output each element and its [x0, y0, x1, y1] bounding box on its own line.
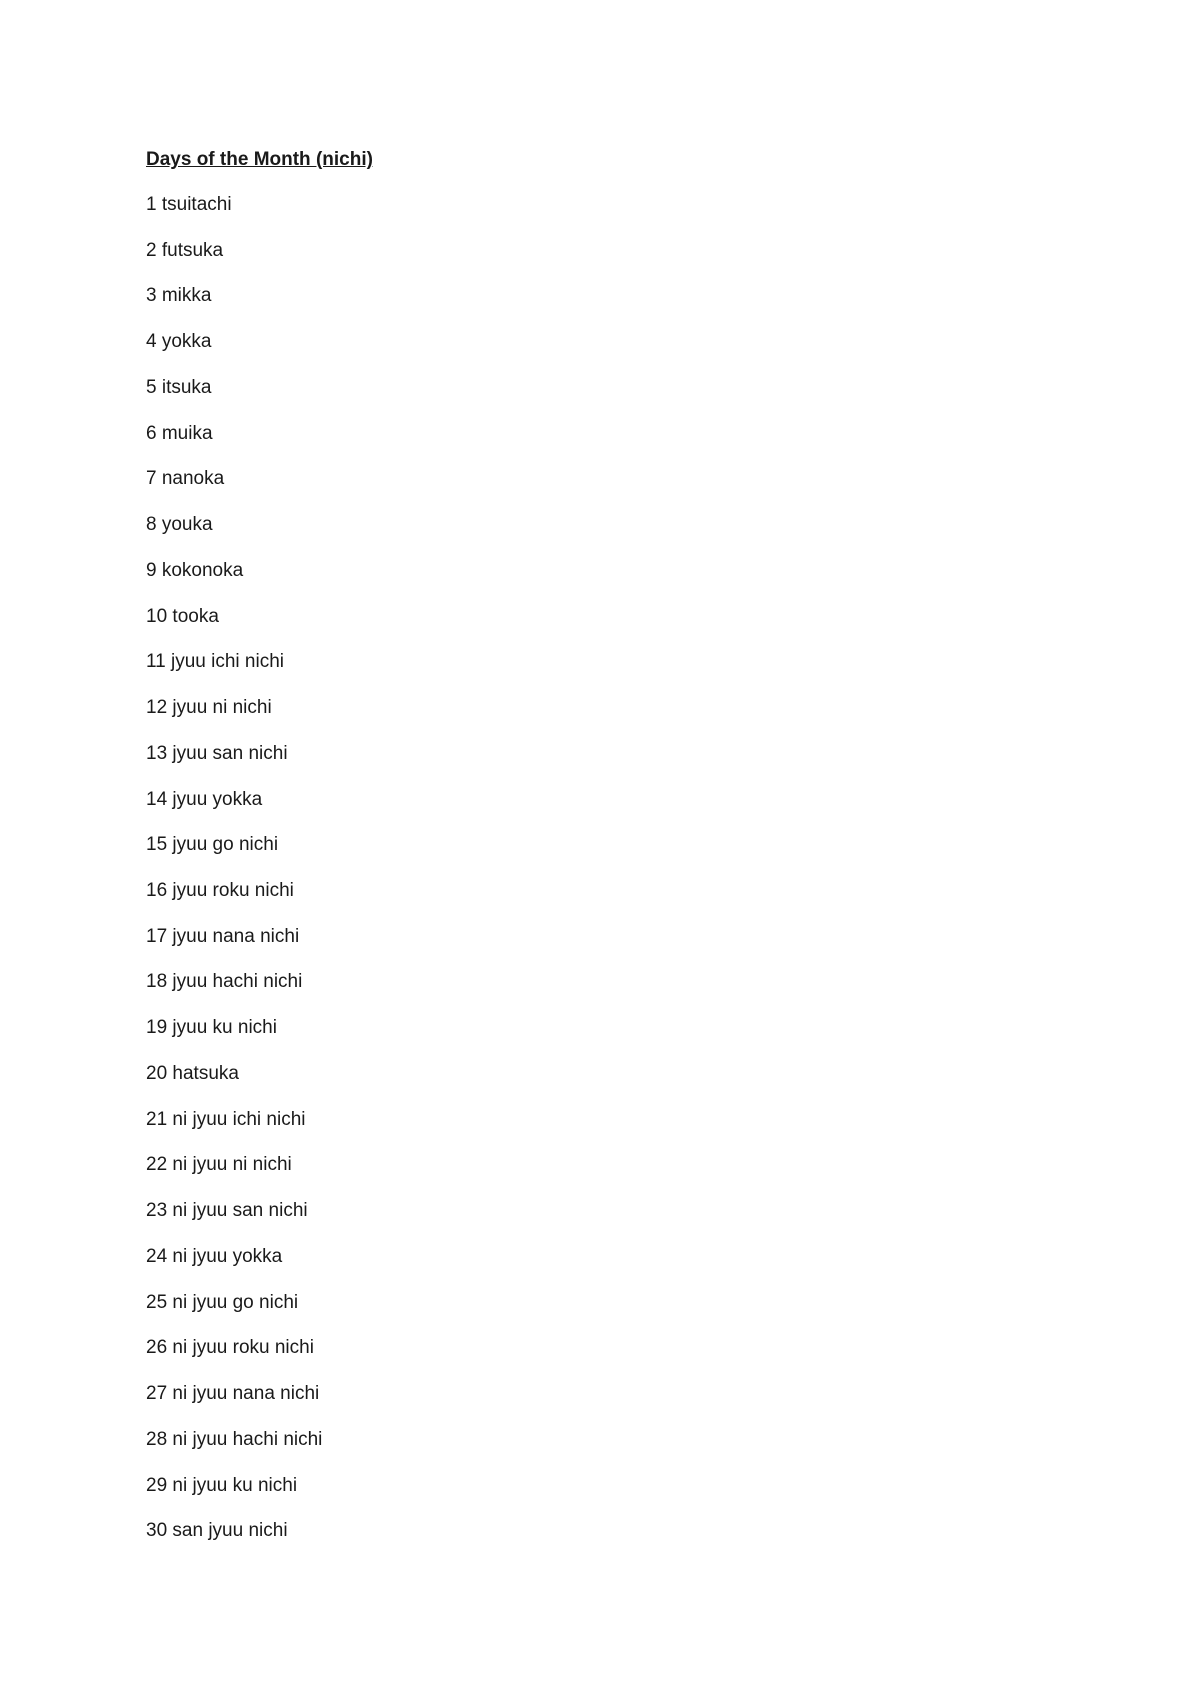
list-item: 1 tsuitachi — [146, 194, 232, 215]
document-page — [146, 146, 1046, 1563]
list-item: 28 ni jyuu hachi nichi — [146, 1428, 323, 1450]
list-item: 3 mikka — [146, 285, 212, 307]
list-item: 30 san jyuu nichi — [146, 1520, 288, 1542]
list-item: 16 jyuu roku nichi — [146, 880, 294, 902]
days-list — [146, 191, 1046, 1545]
list-item: 8 youka — [146, 514, 213, 536]
list-item: 10 tooka — [146, 605, 219, 627]
list-item: 15 jyuu go nichi — [146, 834, 279, 856]
document-title: Days of the Month (nichi) — [146, 149, 373, 170]
list-item: 22 ni jyuu ni nichi — [146, 1154, 292, 1176]
list-item: 5 itsuka — [146, 376, 212, 398]
list-item: 21 ni jyuu ichi nichi — [146, 1108, 306, 1130]
list-item: 25 ni jyuu go nichi — [146, 1291, 299, 1313]
list-item: 17 jyuu nana nichi — [146, 925, 300, 947]
list-item: 24 ni jyuu yokka — [146, 1245, 283, 1267]
list-item: 26 ni jyuu roku nichi — [146, 1337, 314, 1359]
list-item: 19 jyuu ku nichi — [146, 1017, 277, 1039]
list-item: 4 yokka — [146, 331, 212, 353]
list-item: 9 kokonoka — [146, 559, 244, 581]
list-item: 14 jyuu yokka — [146, 788, 263, 810]
list-item: 20 hatsuka — [146, 1062, 239, 1084]
list-item: 18 jyuu hachi nichi — [146, 971, 303, 993]
list-item: 29 ni jyuu ku nichi — [146, 1474, 298, 1496]
list-item: 12 jyuu ni nichi — [146, 697, 272, 719]
list-item: 7 nanoka — [146, 468, 225, 490]
list-item: 2 futsuka — [146, 239, 224, 261]
list-item: 6 muika — [146, 422, 213, 444]
list-item: 27 ni jyuu nana nichi — [146, 1383, 320, 1405]
list-item: 23 ni jyuu san nichi — [146, 1200, 308, 1222]
list-item: 11 jyuu ichi nichi — [146, 651, 285, 673]
list-item: 13 jyuu san nichi — [146, 742, 288, 764]
